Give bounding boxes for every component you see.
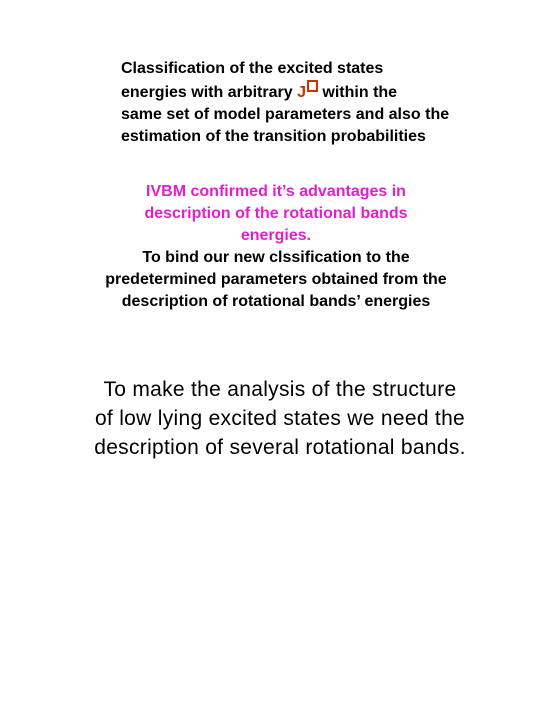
missing-glyph-box-icon	[307, 80, 318, 92]
ivbm-paragraph	[40, 181, 512, 313]
classification-line-2-end: within the	[317, 84, 398, 101]
bind-line-3: description of rotational bands’ energies	[121, 293, 431, 310]
analysis-line-2: of low lying excited states we need the	[94, 407, 466, 430]
bind-line-1: To bind our new clssification to the	[142, 249, 410, 266]
classification-line-2	[121, 80, 521, 104]
ivbm-line-2: description of the rotational bands	[144, 205, 408, 222]
classification-line-4: estimation of the transition probabilities	[121, 128, 426, 145]
ivbm-line-1: IVBM confirmed it’s advantages in	[146, 183, 406, 200]
j-letter: J	[297, 84, 306, 101]
classification-paragraph	[121, 58, 521, 148]
analysis-line-3: description of several rotational bands.	[94, 436, 466, 459]
j-pi-symbol	[297, 84, 318, 101]
classification-line-2-start: energies with arbitrary	[121, 84, 298, 101]
analysis-line-1: To make the analysis of the structure	[103, 378, 457, 401]
classification-line-1: Classification of the excited states	[121, 60, 384, 77]
ivbm-line-3: energies.	[240, 227, 312, 244]
classification-line-3: same set of model parameters and also the	[121, 106, 450, 123]
bind-line-2: predetermined parameters obtained from the	[105, 271, 447, 288]
analysis-paragraph	[30, 375, 530, 462]
